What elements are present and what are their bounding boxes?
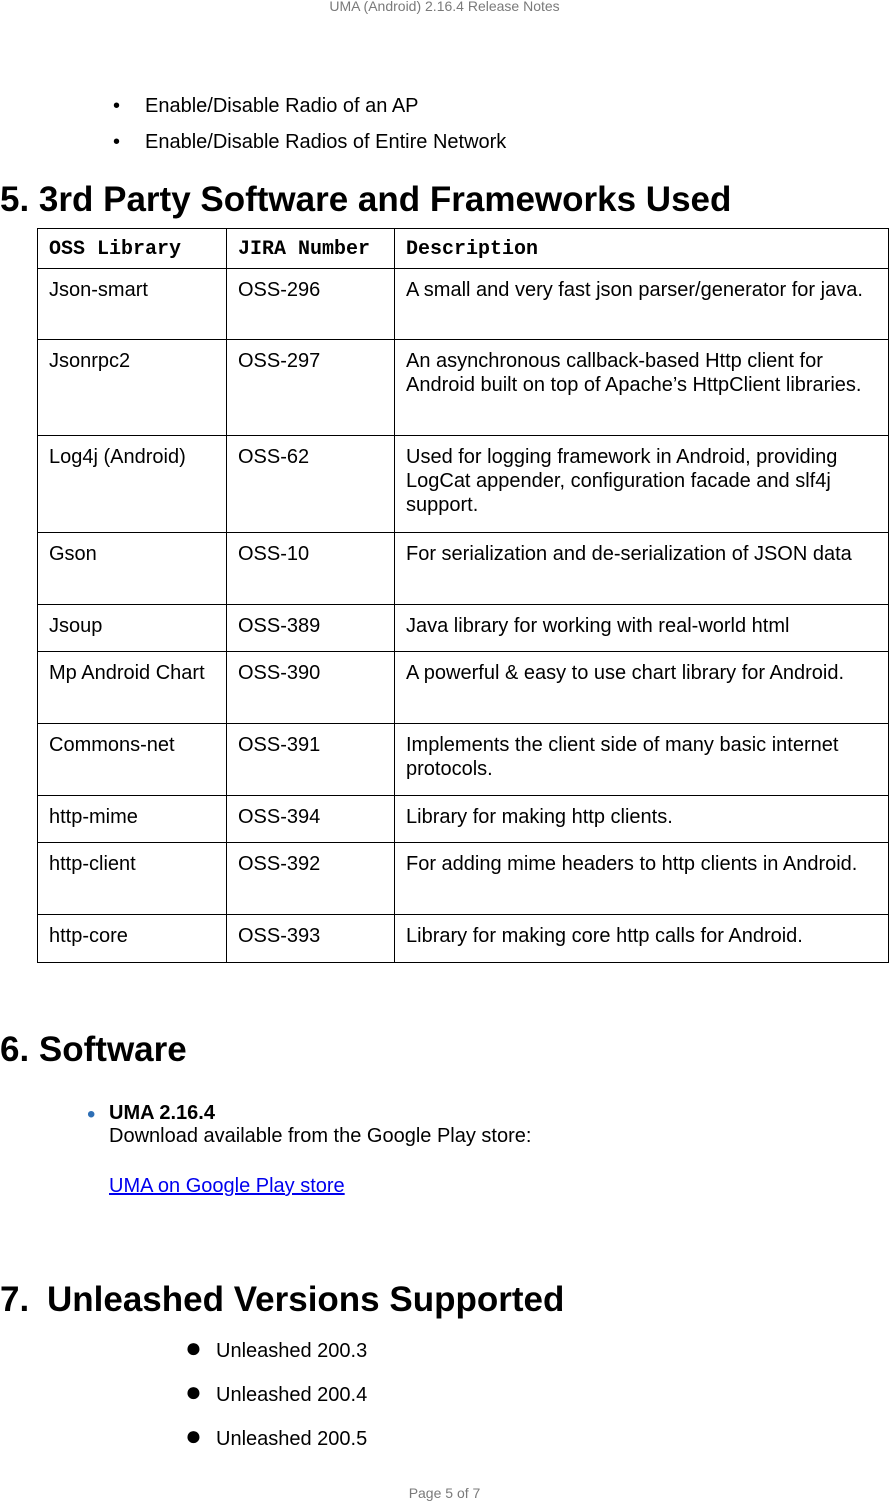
table-row xyxy=(38,533,889,605)
jira-cell: OSS-390 xyxy=(227,652,395,724)
page-header: UMA (Android) 2.16.4 Release Notes xyxy=(329,0,560,14)
description-cell: For serialization and de-serialization of JSON data xyxy=(395,533,889,605)
jira-cell: OSS-392 xyxy=(227,843,395,915)
library-cell: http-mime xyxy=(38,796,227,843)
library-cell: Gson xyxy=(38,533,227,605)
library-cell: Log4j (Android) xyxy=(38,436,227,533)
description-cell: Implements the client side of many basic internet protocols. xyxy=(395,724,889,796)
column-header-description: Description xyxy=(395,229,889,269)
library-cell: http-core xyxy=(38,915,227,963)
section7-heading-number: 7. xyxy=(0,1280,30,1319)
bullet-icon: • xyxy=(113,131,121,153)
jira-cell: OSS-10 xyxy=(227,533,395,605)
jira-cell: OSS-62 xyxy=(227,436,395,533)
description-cell: For adding mime headers to http clients in Android. xyxy=(395,843,889,915)
description-cell: Library for making http clients. xyxy=(395,796,889,843)
description-cell: A powerful & easy to use chart library for Android. xyxy=(395,652,889,724)
bullet-icon: • xyxy=(87,1101,96,1128)
bullet-icon: ● xyxy=(185,1332,202,1363)
software-item xyxy=(87,1101,532,1148)
software-title: UMA 2.16.4 xyxy=(109,1102,215,1124)
description-cell: Used for logging framework in Android, providing LogCat appender, configuration facade and slf4j support. xyxy=(395,436,889,533)
library-cell: Jsonrpc2 xyxy=(38,340,227,436)
software-description: Download available from the Google Play store: xyxy=(109,1125,532,1147)
table-row xyxy=(38,605,889,652)
description-cell: An asynchronous callback-based Http client for Android built on top of Apache’s HttpClient libraries. xyxy=(395,340,889,436)
jira-cell: OSS-393 xyxy=(227,915,395,963)
table-row xyxy=(38,843,889,915)
table-row xyxy=(38,796,889,843)
table-row xyxy=(38,340,889,436)
table-row xyxy=(38,269,889,340)
library-cell: Json-smart xyxy=(38,269,227,340)
list-item: • Enable/Disable Radio of an AP xyxy=(113,95,419,117)
library-cell: Mp Android Chart xyxy=(38,652,227,724)
bullet-icon: • xyxy=(113,95,121,117)
page-footer: Page 5 of 7 xyxy=(408,1485,481,1501)
bullet-icon: ● xyxy=(185,1420,202,1451)
section5-heading: 5. 3rd Party Software and Frameworks Used xyxy=(0,180,732,219)
list-item: • Enable/Disable Radios of Entire Network xyxy=(113,131,507,153)
section6-heading: 6. Software xyxy=(0,1030,187,1069)
description-cell: Java library for working with real-world html xyxy=(395,605,889,652)
library-cell: Commons-net xyxy=(38,724,227,796)
library-cell: Jsoup xyxy=(38,605,227,652)
oss-table xyxy=(37,228,889,963)
list-item: ● Unleashed 200.4 xyxy=(185,1376,368,1407)
jira-cell: OSS-296 xyxy=(227,269,395,340)
table-row xyxy=(38,915,889,963)
jira-cell: OSS-391 xyxy=(227,724,395,796)
list-item: ● Unleashed 200.5 xyxy=(185,1420,368,1451)
library-cell: http-client xyxy=(38,843,227,915)
column-header-jira: JIRA Number xyxy=(227,229,395,269)
table-row xyxy=(38,724,889,796)
table-row xyxy=(38,436,889,533)
table-row xyxy=(38,652,889,724)
bullet-icon: ● xyxy=(185,1376,202,1407)
column-header-library: OSS Library xyxy=(38,229,227,269)
jira-cell: OSS-389 xyxy=(227,605,395,652)
table-header-row xyxy=(38,229,889,269)
jira-cell: OSS-394 xyxy=(227,796,395,843)
jira-cell: OSS-297 xyxy=(227,340,395,436)
description-cell: A small and very fast json parser/generator for java. xyxy=(395,269,889,340)
google-play-link[interactable]: UMA on Google Play store xyxy=(109,1175,345,1197)
section7-heading: Unleashed Versions Supported xyxy=(47,1280,565,1319)
description-cell: Library for making core http calls for Android. xyxy=(395,915,889,963)
list-item: ● Unleashed 200.3 xyxy=(185,1332,368,1363)
